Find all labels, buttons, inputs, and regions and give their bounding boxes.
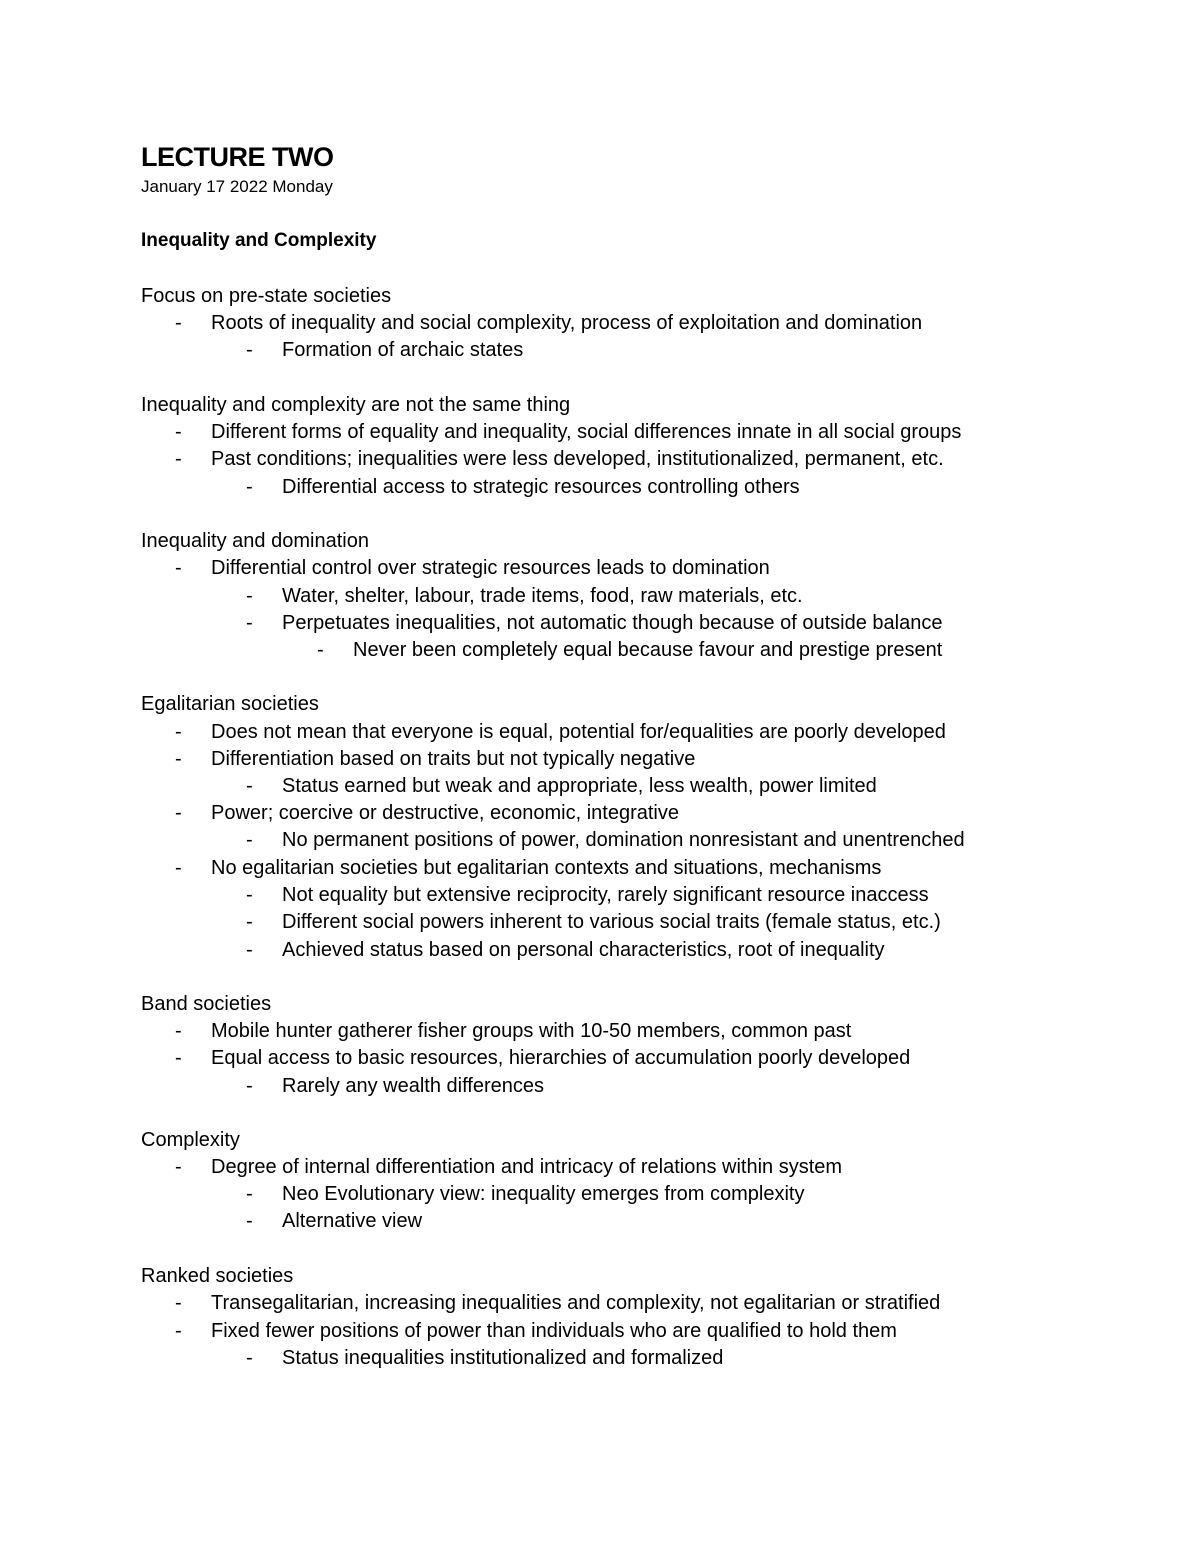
list-item [0,938,1200,962]
list-item-text: Achieved status based on personal characteristics, root of inequality [282,939,885,961]
list-item-text: Does not mean that everyone is equal, potential for/equalities are poorly developed [211,721,946,743]
section-heading: Inequality and domination [141,530,369,552]
list-item-text: Power; coercive or destructive, economic, integrative [211,802,679,824]
list-item-text: Rarely any wealth differences [282,1075,544,1097]
bullet-dash: - [246,339,253,361]
lecture-date: January 17 2022 Monday [141,177,333,196]
section-heading: Ranked societies [141,1265,294,1287]
bullet-dash: - [175,1047,182,1069]
list-item [0,856,1200,880]
list-item [0,475,1200,499]
list-item [0,720,1200,744]
bullet-dash: - [175,802,182,824]
list-item [0,556,1200,580]
list-item [0,910,1200,934]
bullet-dash: - [246,1347,253,1369]
bullet-dash: - [246,1075,253,1097]
list-item [0,638,1200,662]
section-subtitle: Inequality and Complexity [141,230,377,251]
bullet-dash: - [246,829,253,851]
list-item-text: Degree of internal differentiation and intricacy of relations within system [211,1156,843,1178]
list-item-text: Perpetuates inequalities, not automatic though because of outside balance [282,612,943,634]
page-title: LECTURE TWO [141,142,334,172]
bullet-dash: - [246,884,253,906]
section-heading: Band societies [141,993,272,1015]
list-item [0,420,1200,444]
list-item-text: Past conditions; inequalities were less developed, institutionalized, permanent, etc. [211,448,944,470]
list-item [0,311,1200,335]
bullet-dash: - [175,1156,182,1178]
list-item [0,1209,1200,1233]
list-item [0,338,1200,362]
list-item [0,611,1200,635]
bullet-dash: - [175,1292,182,1314]
list-item-text: Mobile hunter gatherer fisher groups with 10-50 members, common past [211,1020,852,1042]
list-item-text: No egalitarian societies but egalitarian contexts and situations, mechanisms [211,857,882,879]
bullet-dash: - [175,421,182,443]
list-item-text: Different forms of equality and inequality, social differences innate in all social groups [211,421,962,443]
list-item-text: Roots of inequality and social complexity, process of exploitation and domination [211,312,923,334]
bullet-dash: - [246,911,253,933]
list-item [0,447,1200,471]
bullet-dash: - [175,857,182,879]
list-item-text: Fixed fewer positions of power than individuals who are qualified to hold them [211,1320,897,1342]
list-item [0,774,1200,798]
list-item-text: Alternative view [282,1210,423,1232]
section-heading: Egalitarian societies [141,693,319,715]
bullet-dash: - [175,1320,182,1342]
bullet-dash: - [175,721,182,743]
list-item [0,801,1200,825]
list-item-text: Water, shelter, labour, trade items, food, raw materials, etc. [282,585,803,607]
list-item [0,883,1200,907]
list-item-text: No permanent positions of power, domination nonresistant and unentrenched [282,829,965,851]
bullet-dash: - [246,939,253,961]
list-item [0,1182,1200,1206]
list-item-text: Differentiation based on traits but not typically negative [211,748,696,770]
bullet-dash: - [246,1210,253,1232]
list-item-text: Status inequalities institutionalized and formalized [282,1347,724,1369]
bullet-dash: - [175,557,182,579]
bullet-dash: - [175,312,182,334]
list-item-text: Differential access to strategic resources controlling others [282,476,800,498]
list-item-text: Never been completely equal because favour and prestige present [353,639,943,661]
bullet-dash: - [246,1183,253,1205]
list-item-text: Differential control over strategic resources leads to domination [211,557,770,579]
list-item [0,1319,1200,1343]
section-heading: Focus on pre-state societies [141,285,392,307]
list-item [0,1291,1200,1315]
list-item [0,584,1200,608]
bullet-dash: - [175,748,182,770]
list-item-text: Equal access to basic resources, hierarchies of accumulation poorly developed [211,1047,911,1069]
list-item-text: Different social powers inherent to various social traits (female status, etc.) [282,911,941,933]
list-item [0,1155,1200,1179]
list-item [0,1019,1200,1043]
bullet-dash: - [246,612,253,634]
list-item [0,1074,1200,1098]
bullet-dash: - [246,775,253,797]
bullet-dash: - [246,585,253,607]
bullet-dash: - [175,1020,182,1042]
list-item [0,1046,1200,1070]
list-item [0,1346,1200,1370]
list-item-text: Transegalitarian, increasing inequalities and complexity, not egalitarian or stratified [211,1292,941,1314]
list-item-text: Formation of archaic states [282,339,524,361]
list-item-text: Not equality but extensive reciprocity, rarely significant resource inaccess [282,884,929,906]
list-item-text: Status earned but weak and appropriate, less wealth, power limited [282,775,877,797]
list-item-text: Neo Evolutionary view: inequality emerges from complexity [282,1183,805,1205]
bullet-dash: - [246,476,253,498]
bullet-dash: - [317,639,324,661]
section-heading: Complexity [141,1129,240,1151]
list-item [0,828,1200,852]
section-heading: Inequality and complexity are not the same thing [141,394,571,416]
bullet-dash: - [175,448,182,470]
list-item [0,747,1200,771]
